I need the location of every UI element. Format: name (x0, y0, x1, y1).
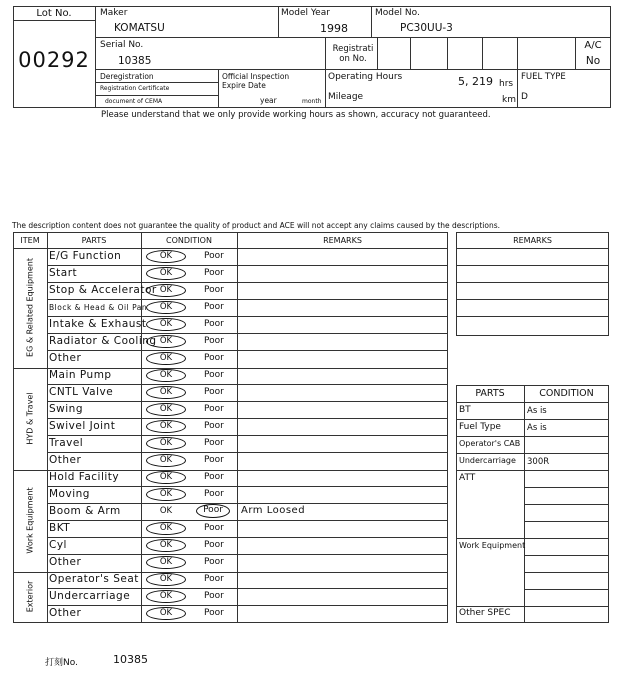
row-part-label: E/G Function (49, 250, 122, 262)
row-part-label: Moving (49, 488, 90, 500)
right-row-condition: As is (527, 406, 547, 416)
ok-option-circled: OK (146, 369, 186, 382)
maker-label: Maker (100, 8, 128, 18)
year-label: year (260, 96, 277, 105)
row-part-label: Other (49, 556, 82, 568)
row-part-label: BKT (49, 522, 71, 534)
group-label-work: Work Equipment (25, 487, 35, 554)
poor-option: Poor (204, 302, 224, 312)
row-part-label: Other (49, 454, 82, 466)
description-disclaimer: The description content does not guarantee the quality of product and ACE will not accept any claims caused by the descriptions. (12, 221, 501, 230)
cema-document-label: document of CEMA (105, 98, 163, 105)
ok-option-circled: OK (146, 386, 186, 399)
row-part-label: Undercarriage (49, 590, 131, 602)
ok-option-circled: OK (146, 352, 186, 365)
poor-option: Poor (204, 285, 224, 295)
model-no-value: PC30UU-3 (400, 22, 453, 34)
right-row-part: Fuel Type (459, 422, 501, 432)
row-part-label: Hold Facility (49, 471, 120, 483)
poor-option: Poor (204, 370, 224, 380)
group-label-hyd: HYD & Travel (25, 392, 35, 445)
group-label-exterior: Exterior (25, 580, 35, 613)
right-row-condition: 300R (527, 457, 550, 467)
row-part-label: Intake & Exhaust (49, 318, 147, 330)
row-part-label: Stop & Accelerator (49, 284, 157, 296)
stamp-number-label: 打刻No. (45, 658, 78, 668)
row-part-label: Boom & Arm (49, 505, 121, 517)
work-equipment-label: Work Equipment (459, 541, 526, 550)
row-part-label: CNTL Valve (49, 386, 114, 398)
poor-option: Poor (204, 574, 224, 584)
row-part-label: Swing (49, 403, 83, 415)
ok-option-circled: OK (146, 437, 186, 450)
ok-option-circled: OK (146, 522, 186, 535)
month-label: month (302, 98, 322, 105)
model-year-label: Model Year (281, 8, 330, 18)
ok-option-circled: OK (146, 301, 186, 314)
poor-option: Poor (204, 523, 224, 533)
ac-label: A/C (584, 40, 602, 51)
ok-option-circled: OK (146, 267, 186, 280)
km-unit: km (502, 95, 516, 105)
row-part-label: Radiator & Cooling (49, 335, 157, 347)
inspection-label: Official Inspection (222, 72, 290, 81)
hours-disclaimer: Please understand that we only provide working hours as shown, accuracy not guaranteed. (101, 110, 491, 120)
right-row-part: ATT (459, 473, 476, 483)
right-parts-header: PARTS (475, 388, 505, 399)
hours-value: 5, 219 (458, 75, 493, 88)
ac-value: No (585, 55, 601, 67)
row-part-label: Cyl (49, 539, 67, 551)
poor-option: Poor (204, 455, 224, 465)
row-remark: Arm Loosed (241, 505, 306, 516)
poor-option: Poor (204, 404, 224, 414)
registration-certificate-label: Registration Certificate (100, 85, 170, 92)
lot-number: 00292 (18, 48, 90, 72)
other-spec-label: Other SPEC (459, 608, 511, 618)
poor-option: Poor (204, 353, 224, 363)
poor-option: Poor (204, 608, 224, 618)
maker-value: KOMATSU (114, 22, 165, 34)
ok-option-circled: OK (146, 250, 186, 263)
poor-option: Poor (204, 472, 224, 482)
poor-option: Poor (204, 319, 224, 329)
ok-option-circled: OK (146, 403, 186, 416)
right-row-part: BT (459, 405, 471, 415)
ok-option-circled: OK (146, 556, 186, 569)
serial-value: 10385 (118, 55, 152, 67)
row-part-label: Operator's Seat (49, 573, 139, 585)
row-part-label: Other (49, 352, 82, 364)
col-condition-header: CONDITION (166, 236, 212, 245)
expire-date-label: Expire Date (222, 81, 266, 90)
ok-option-circled: OK (146, 607, 186, 620)
col-item-header: ITEM (20, 236, 40, 245)
poor-option: Poor (204, 540, 224, 550)
poor-option: Poor (204, 336, 224, 346)
row-part-label: Swivel Joint (49, 420, 116, 432)
row-part-label: Other (49, 607, 82, 619)
ok-option-circled: OK (146, 284, 186, 297)
poor-option: Poor (204, 387, 224, 397)
operating-hours-label: Operating Hours (328, 72, 403, 82)
ok-option: OK (159, 506, 173, 516)
right-row-part: Operator's CAB (459, 439, 521, 448)
ok-option-circled: OK (146, 471, 186, 484)
poor-option: Poor (204, 251, 224, 261)
fuel-type-label: FUEL TYPE (521, 72, 566, 82)
registration-label: Registrati on No. (332, 44, 374, 64)
poor-option: Poor (204, 557, 224, 567)
group-label-eg: EG & Related Equipment (25, 258, 35, 357)
ok-option-circled: OK (146, 590, 186, 603)
fuel-type-value: D (521, 92, 528, 102)
hours-unit: hrs (499, 79, 514, 89)
row-part-label: Main Pump (49, 369, 112, 381)
model-no-label: Model No. (375, 8, 420, 18)
poor-option-circled: Poor (196, 504, 230, 518)
right-row-condition: As is (527, 423, 547, 433)
col-parts-header: PARTS (81, 236, 107, 245)
ok-option-circled: OK (146, 335, 186, 348)
row-part-label: Block & Head & Oil Pan (49, 303, 148, 312)
right-condition-header: CONDITION (539, 388, 594, 399)
col-remarks-header: REMARKS (323, 236, 362, 245)
ok-option-circled: OK (146, 573, 186, 586)
row-part-label: Travel (49, 437, 84, 449)
right-row-part: Undercarriage (459, 456, 516, 465)
lot-label: Lot No. (36, 8, 72, 19)
deregistration-label: Deregistration (100, 72, 154, 81)
stamp-number-value: 10385 (113, 653, 148, 666)
model-year-value: 1998 (320, 22, 348, 35)
poor-option: Poor (204, 421, 224, 431)
poor-option: Poor (204, 489, 224, 499)
ok-option-circled: OK (146, 488, 186, 501)
ok-option-circled: OK (146, 539, 186, 552)
ok-option-circled: OK (146, 420, 186, 433)
row-part-label: Start (49, 267, 78, 279)
right-remarks-header: REMARKS (513, 236, 552, 245)
poor-option: Poor (204, 268, 224, 278)
ok-option-circled: OK (146, 454, 186, 467)
poor-option: Poor (204, 438, 224, 448)
poor-option: Poor (204, 591, 224, 601)
ok-option-circled: OK (146, 318, 186, 331)
mileage-label: Mileage (328, 92, 364, 102)
serial-label: Serial No. (100, 40, 144, 50)
